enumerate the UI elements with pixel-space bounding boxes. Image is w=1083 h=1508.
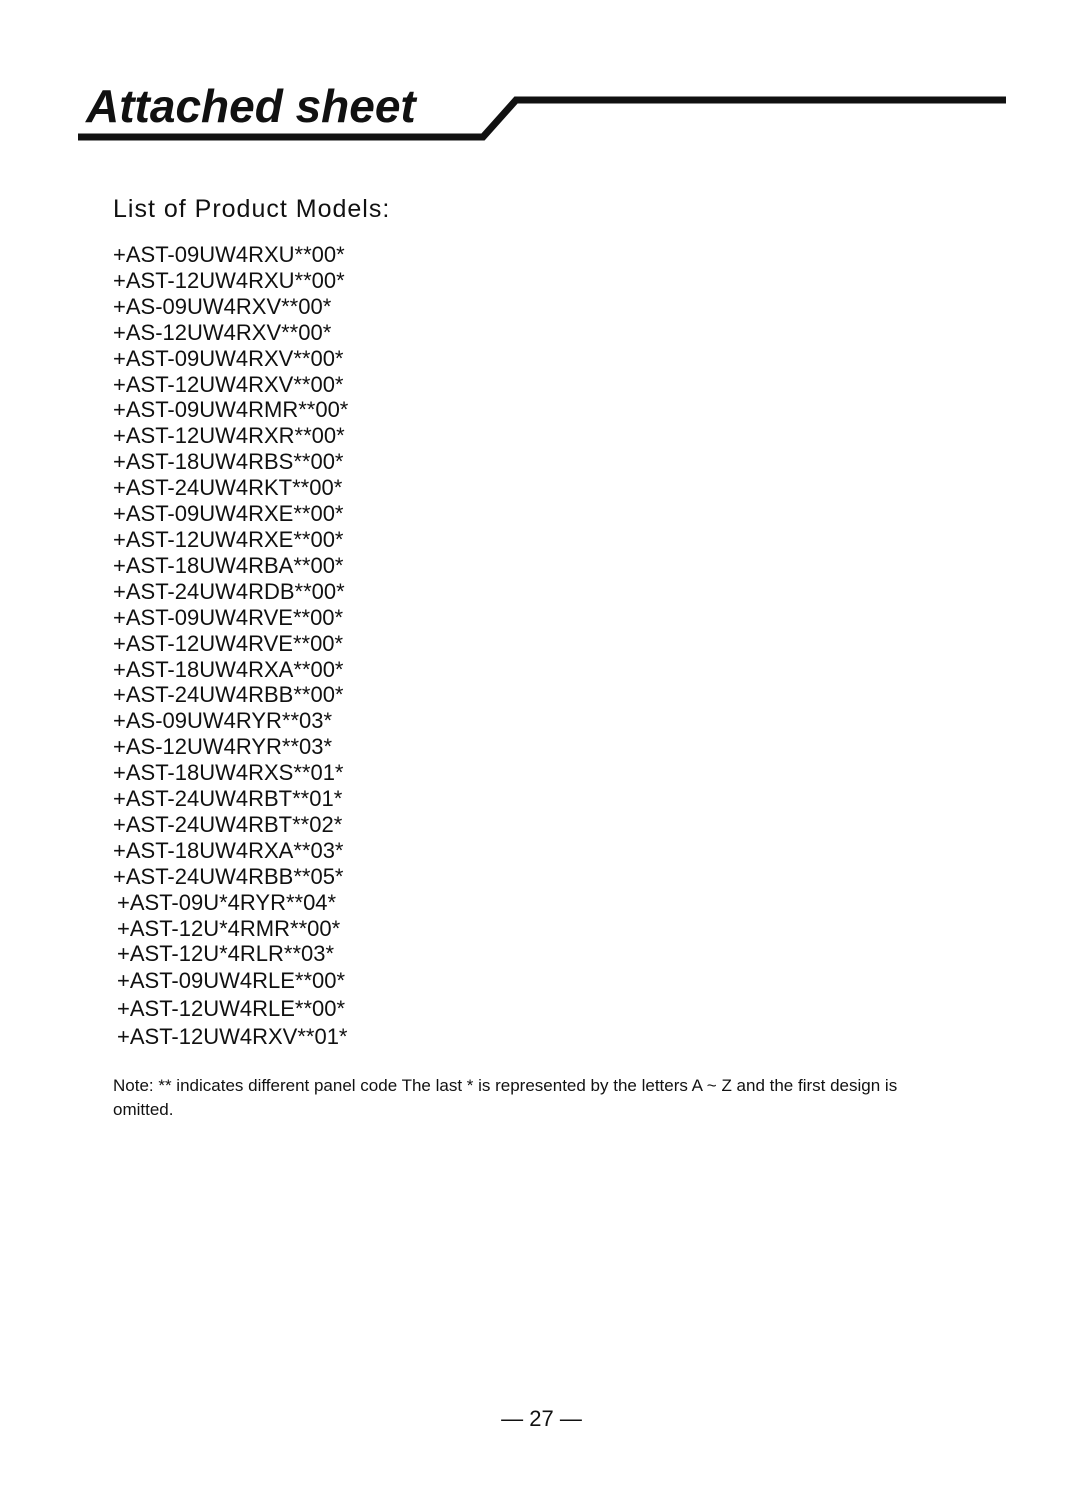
model-item: +AST-12UW4RXV**01* [117,1024,348,1050]
model-item: +AST-12UW4RXV**00* [113,371,344,397]
model-item: +AST-24UW4RDB**00* [113,578,345,604]
model-item: +AST-24UW4RBT**02* [113,811,343,837]
model-item: +AST-12UW4RVE**00* [113,630,344,656]
model-item: +AST-24UW4RBT**01* [113,786,343,812]
model-item: +AST-12UW4RLE**00* [117,996,346,1022]
model-item: +AST-18UW4RXS**01* [113,760,344,786]
model-item: +AST-09UW4RMR**00* [113,397,349,423]
model-item: +AST-18UW4RBA**00* [113,552,344,578]
model-item: +AST-24UW4RKT**00* [113,475,343,501]
model-item: +AST-09UW4RXU**00* [113,242,345,267]
model-item: +AST-09UW4RXV**00* [113,345,344,371]
model-item: +AST-09UW4RXE**00* [113,501,344,527]
model-item: +AST-24UW4RBB**05* [113,863,344,889]
model-item: +AST-12UW4RXU**00* [113,267,345,293]
model-list [113,242,348,1051]
model-item: +AST-09UW4RLE**00* [117,968,346,994]
section-heading: List of Product Models: [113,195,391,223]
model-item: +AST-18UW4RXA**03* [113,837,344,863]
model-item: +AST-24UW4RBB**00* [113,682,344,708]
model-item: +AS-12UW4RYR**03* [113,734,333,760]
model-item: +AST-12U*4RLR**03* [117,941,335,967]
note-text: Note: ** indicates different panel code The last * is represented by the letters A ~ Z and the first design is omitted. [113,1076,898,1119]
model-item: +AS-09UW4RXV**00* [113,293,332,319]
model-item: +AST-12UW4RXR**00* [113,423,345,449]
model-item: +AST-09UW4RVE**00* [113,604,344,630]
model-item: +AST-09U*4RYR**04* [117,889,337,915]
model-item: +AST-12UW4RXE**00* [113,526,344,552]
model-item: +AST-18UW4RXA**00* [113,656,344,682]
model-item: +AS-09UW4RYR**03* [113,708,333,734]
page-title: Attached sheet [86,80,416,132]
model-item: +AS-12UW4RXV**00* [113,319,332,345]
model-item: +AST-12U*4RMR**00* [117,915,341,941]
page-number: — 27 — [501,1406,582,1431]
model-item: +AST-18UW4RBS**00* [113,449,344,475]
